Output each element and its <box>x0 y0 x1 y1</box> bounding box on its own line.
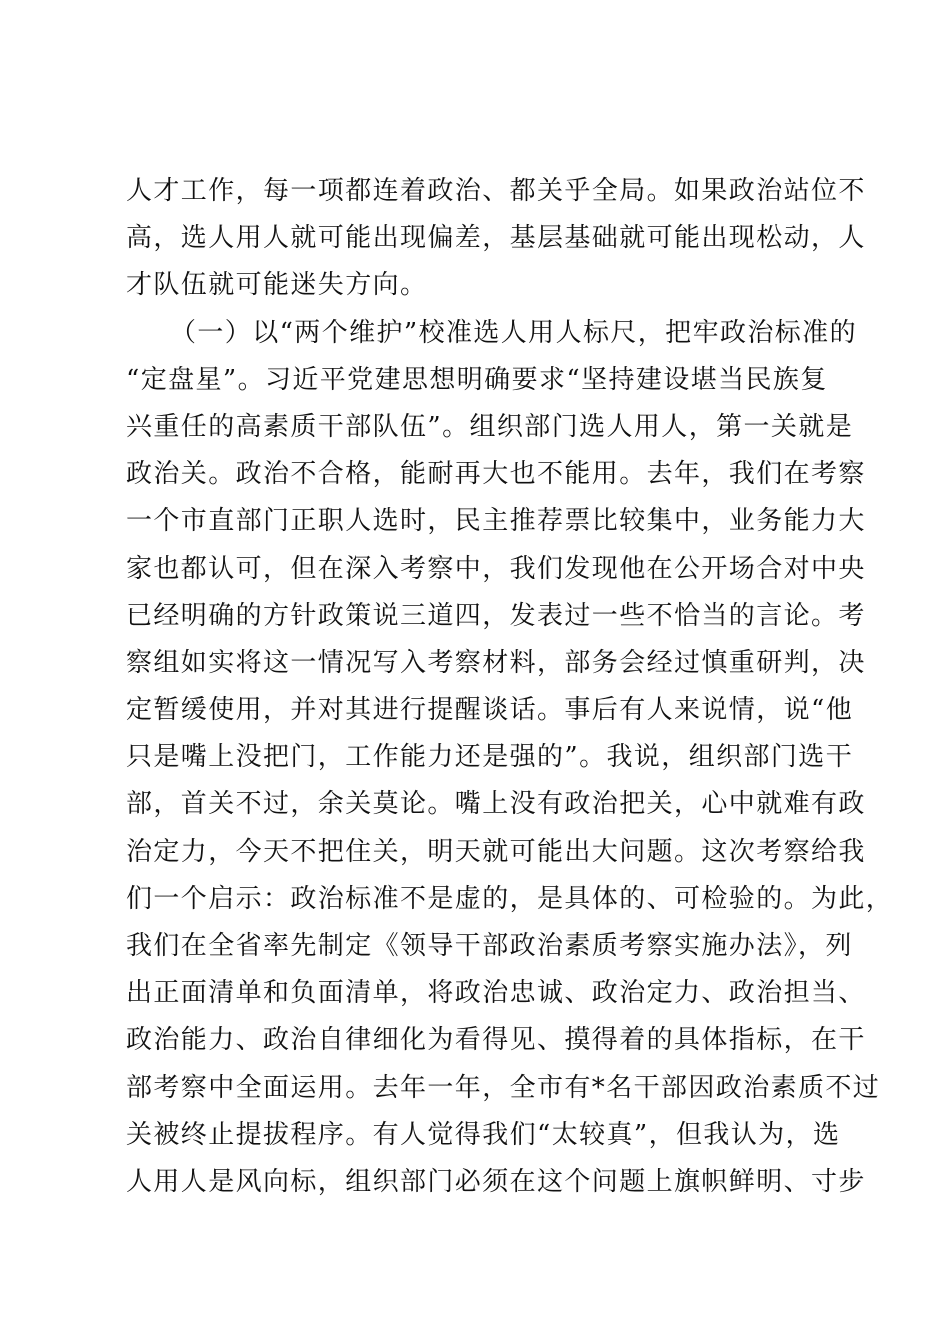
text-line: 兴重任的高素质干部队伍”。组织部门选人用人，第一关就是 <box>126 411 854 442</box>
text-line: 人才工作，每一项都连着政治、都关乎全局。如果政治站位不 <box>126 176 866 206</box>
text-line: 们一个启示：政治标准不是虚的，是具体的、可检验的。为此， <box>126 883 894 914</box>
text-line: 已经明确的方针政策说三道四，发表过一些不恰当的言论。考 <box>126 600 866 631</box>
text-line: “定盘星”。习近平党建思想明确要求“坚持建设堪当民族复 <box>126 364 828 395</box>
text-line: 一个市直部门正职人选时，民主推荐票比较集中，业务能力大 <box>126 506 866 537</box>
text-line: 政治能力、政治自律细化为看得见、摸得着的具体指标，在干 <box>126 1025 866 1056</box>
text-line: 关被终止提拔程序。有人觉得我们“太较真”，但我认为，选 <box>126 1119 841 1150</box>
text-line: 出正面清单和负面清单，将政治忠诚、政治定力、政治担当、 <box>126 978 866 1009</box>
text-line: 人用人是风向标，组织部门必须在这个问题上旗帜鲜明、寸步 <box>126 1166 866 1197</box>
body-text <box>126 168 894 1206</box>
text-line: 才队伍就可能迷失方向。 <box>126 270 428 301</box>
text-line: 只是嘴上没把门，工作能力还是强的”。我说，组织部门选干 <box>126 742 854 773</box>
text-line: 定暂缓使用，并对其进行提醒谈话。事后有人来说情，说“他 <box>126 695 854 726</box>
text-line: 家也都认可，但在深入考察中，我们发现他在公开场合对中央 <box>126 553 866 584</box>
text-line: 我们在全省率先制定《领导干部政治素质考察实施办法》，列 <box>126 931 853 961</box>
text-line: 部，首关不过，余关莫论。嘴上没有政治把关，心中就难有政 <box>126 789 866 820</box>
text-line: 部考察中全面运用。去年一年，全市有*名干部因政治素质不过 <box>126 1072 881 1103</box>
text-line: 察组如实将这一情况写入考察材料，部务会经过慎重研判，决 <box>126 647 866 678</box>
section-heading-line: （一）以“两个维护”校准选人用人标尺，把牢政治标准的 <box>170 317 857 348</box>
text-line: 治定力，今天不把住关，明天就可能出大问题。这次考察给我 <box>126 836 866 867</box>
text-line: 政治关。政治不合格，能耐再大也不能用。去年，我们在考察 <box>126 459 866 490</box>
text-line: 高，选人用人就可能出现偏差，基层基础就可能出现松动，人 <box>126 223 866 254</box>
